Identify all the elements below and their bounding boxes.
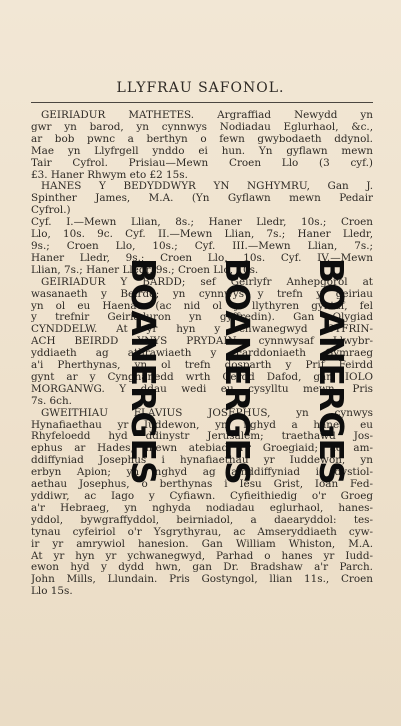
svg-text:BOANERGES: BOANERGES: [124, 258, 163, 485]
text-line: GEIRIADUR Y BARDD; sef Geirlyfr Anhepgorol at: [41, 276, 373, 288]
text-line: Cyfrol.): [31, 205, 71, 217]
text-line: Spinther James, M.A. (Yn Gyflawn mewn Pedair: [31, 193, 373, 205]
svg-text:BOANERGES: BOANERGES: [312, 258, 351, 485]
page-title: LLYFRAU SAFONOL.: [116, 80, 285, 96]
text-line: yddiaeth ag athrawiaeth y Farddoniaeth Gymraeg: [31, 348, 373, 360]
text-line: gwr yn barod, yn cynnwys Nodiadau Eglurhaol, &c.,: [31, 121, 373, 133]
boanerges-stamp-right: [296, 258, 351, 485]
text-line: Llo, 10s. 9c. Cyf. II.—Mewn Llian, 7s.; Haner Lledr,: [31, 229, 373, 241]
text-line: aethau Josephus, o berthynas i Iesu Grist, Ioan Fed-: [31, 479, 373, 491]
text-line: GWEITHIAU FLAVIUS JOSEPHUS, yn cynwys: [41, 407, 373, 419]
text-line: yddol, bywgraffyddol, beirniadol, a daearyddol: tes-: [31, 514, 373, 526]
text-line: ewon hyd y dydd hwn, gan Dr. Bradshaw a'r Parch.: [31, 562, 373, 574]
text-line: tynau cyfeiriol o'r Ysgrythyrau, ac Amseryddiaeth cyw-: [31, 526, 373, 538]
text-line: 9s.; Croen Llo, 10s.; Cyf. III.—Mewn Llian, 7s.;: [31, 240, 373, 252]
boanerges-stamp-left: [108, 258, 163, 485]
text-line: yn ol eu Haenau (ac nid ol y llythyren gyntaf, fel: [31, 300, 373, 312]
text-line: y trefnir Geiriaduron yn gyffredin). Gan Olygiad: [31, 312, 373, 324]
svg-text:BOANERGES: BOANERGES: [218, 258, 257, 485]
text-line: Hynafiaethau yr Iuddewon, yn nghyd a hanes eu: [31, 419, 373, 431]
text-line: yddiwr, ac Iago y Cyfiawn. Cyfieithiedig o'r Groeg: [31, 491, 373, 502]
text-line: GEIRIADUR MATHETES. Argraffiad Newydd yn: [41, 110, 373, 121]
text-line: Llo 15s.: [31, 586, 73, 598]
text-line: CYNDDELW. At yr hyn y chwanegwyd CYFRIN-: [31, 324, 373, 336]
text-line: £3. Haner Rhwym eto £2 15s.: [31, 169, 188, 181]
text-line: ddiffyniad Josephus i hynafiaethau yr Iuddewon, yn: [31, 455, 373, 467]
text-line: Cyf. I.—Mewn Llian, 8s.; Haner Lledr, 10s.; Croen: [31, 217, 373, 229]
header-rule: [31, 102, 373, 103]
text-line: MORGANWG. Y ddau wedi eu cysylltu mewn, Pris: [31, 383, 373, 395]
text-line: Mae yn Llyfrgell ynddo ei hun. Yn gyflawn mewn: [31, 145, 373, 157]
text-line: At yr hyn yr ychwanegwyd, Parhad o hanes yr Iudd-: [31, 550, 373, 562]
text-line: ephus ar Hades, mewn atebiad i'r Groegiaid; ac am-: [31, 443, 373, 455]
text-line: 7s. 6ch.: [31, 395, 72, 407]
text-line: a'r Hebraeg, yn nghyda nodiadau eglurhaol, hanes-: [31, 502, 373, 514]
boanerges-stamp-middle: [202, 258, 257, 485]
text-line: John Mills, Llundain. Pris Gostyngol, llian 11s., Croen: [31, 574, 373, 586]
text-line: a'i Pherthynas, yn ol trefn dosparth y Prif Feirdd: [31, 360, 373, 372]
text-line: wasanaeth y Beirdd; yn cynnwys y trefn y geiriau: [31, 288, 373, 300]
text-line: gynt ar y Cynghanedd wrth Cerdd Dafod, gan IOLO: [31, 371, 373, 383]
text-line: Haner Lledr, 9s.; Croen Llo, 10s. Cyf. IV.—Mewn: [31, 252, 373, 264]
text-line: Tair Cyfrol. Prisiau—Mewn Croen Llo (3 cyf.): [31, 157, 373, 169]
text-line: HANES Y BEDYDDWYR YN NGHYMRU, Gan J.: [41, 181, 373, 193]
text-line: Rhyfeloedd hyd ddinystr Jerusalem; traethawd Jos-: [31, 431, 373, 443]
text-line: ar bob pwnc a berthyn o fewn gwybodaeth ddynol.: [31, 133, 373, 145]
text-line: Llian, 7s.; Haner Lledr, 9s.; Croen Llo, 10s.: [31, 264, 259, 276]
text-line: ACH BEIRDD YNYS PRYDAIN: cynnwysaf Llwybr-: [31, 336, 373, 348]
text-line: erbyn Apion; yn nghyd ag amddiffyniad i dystiol-: [31, 467, 373, 479]
text-line: ir yr amrywiol hanesion. Gan William Whiston, M.A.: [31, 538, 373, 550]
